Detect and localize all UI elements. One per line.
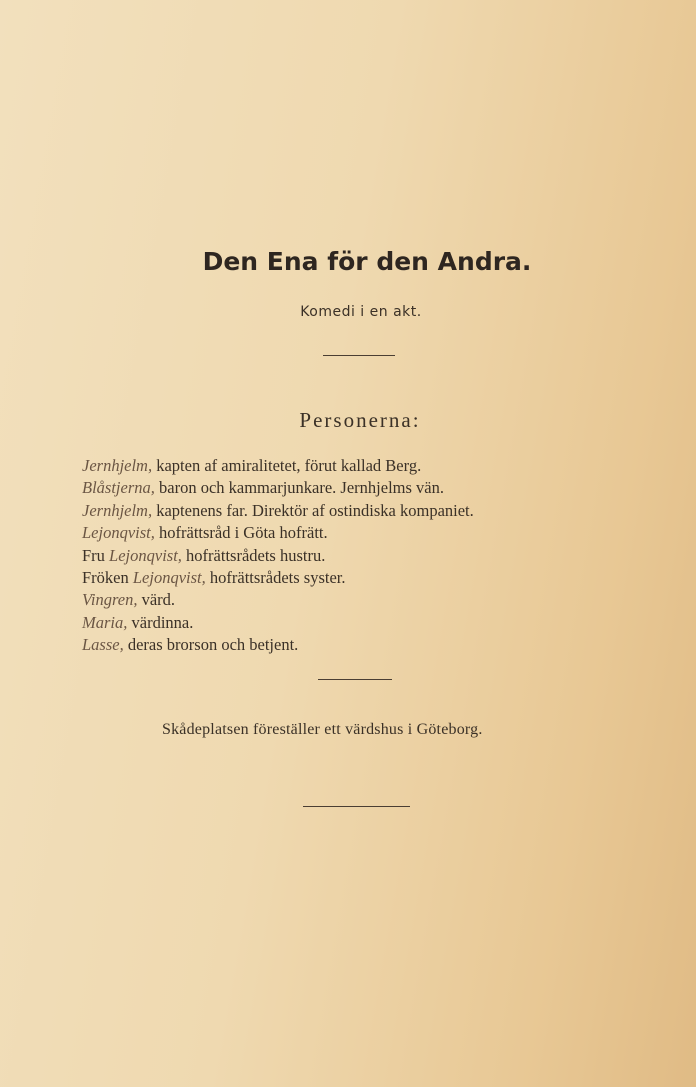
divider bbox=[318, 679, 392, 680]
character-desc: hofrättsrådets hustru. bbox=[181, 545, 326, 565]
divider bbox=[303, 806, 410, 807]
setting-note: Skådeplatsen föreställer ett värdshus i Göteborg. bbox=[162, 721, 483, 738]
character-name: Lasse, bbox=[82, 635, 124, 655]
character-line bbox=[82, 477, 474, 499]
character-list bbox=[82, 455, 474, 657]
character-line bbox=[82, 567, 474, 589]
character-line bbox=[82, 612, 474, 634]
character-line bbox=[82, 522, 474, 544]
character-name: Lejonqvist, bbox=[132, 568, 206, 588]
character-name: Maria, bbox=[82, 612, 128, 632]
character-line bbox=[82, 455, 474, 477]
character-name: Jernhjelm, bbox=[82, 500, 153, 520]
prefix: Fröken bbox=[82, 568, 133, 588]
character-name: Vingren, bbox=[82, 590, 138, 610]
character-name: Lejonqvist, bbox=[109, 545, 182, 565]
play-title: Den Ena för den Andra. bbox=[202, 247, 532, 276]
prefix: Fru bbox=[82, 545, 110, 565]
character-name: Blåstjerna, bbox=[82, 478, 155, 498]
character-line bbox=[82, 545, 474, 567]
character-name: Jernhjelm, bbox=[82, 456, 153, 475]
character-line bbox=[82, 500, 474, 522]
character-desc: värd. bbox=[137, 590, 176, 610]
character-name: Lejonqvist, bbox=[82, 523, 155, 543]
character-desc: kapten af amiralitetet, förut kallad Berg. bbox=[152, 456, 422, 475]
character-desc: deras brorson och betjent. bbox=[123, 635, 299, 655]
character-desc: hofrättsrådets syster. bbox=[205, 568, 346, 588]
personae-heading: Personerna: bbox=[299, 408, 421, 432]
character-desc: hofrättsråd i Göta hofrätt. bbox=[154, 523, 328, 543]
character-desc: baron och kammarjunkare. Jernhjelms vän. bbox=[154, 478, 444, 498]
character-desc: kaptenens far. Direktör af ostindiska kompaniet. bbox=[152, 500, 474, 520]
divider bbox=[323, 355, 395, 356]
character-line bbox=[82, 589, 474, 611]
play-subtitle: Komedi i en akt. bbox=[300, 304, 422, 320]
character-desc: värdinna. bbox=[127, 612, 194, 632]
character-line bbox=[82, 634, 474, 656]
